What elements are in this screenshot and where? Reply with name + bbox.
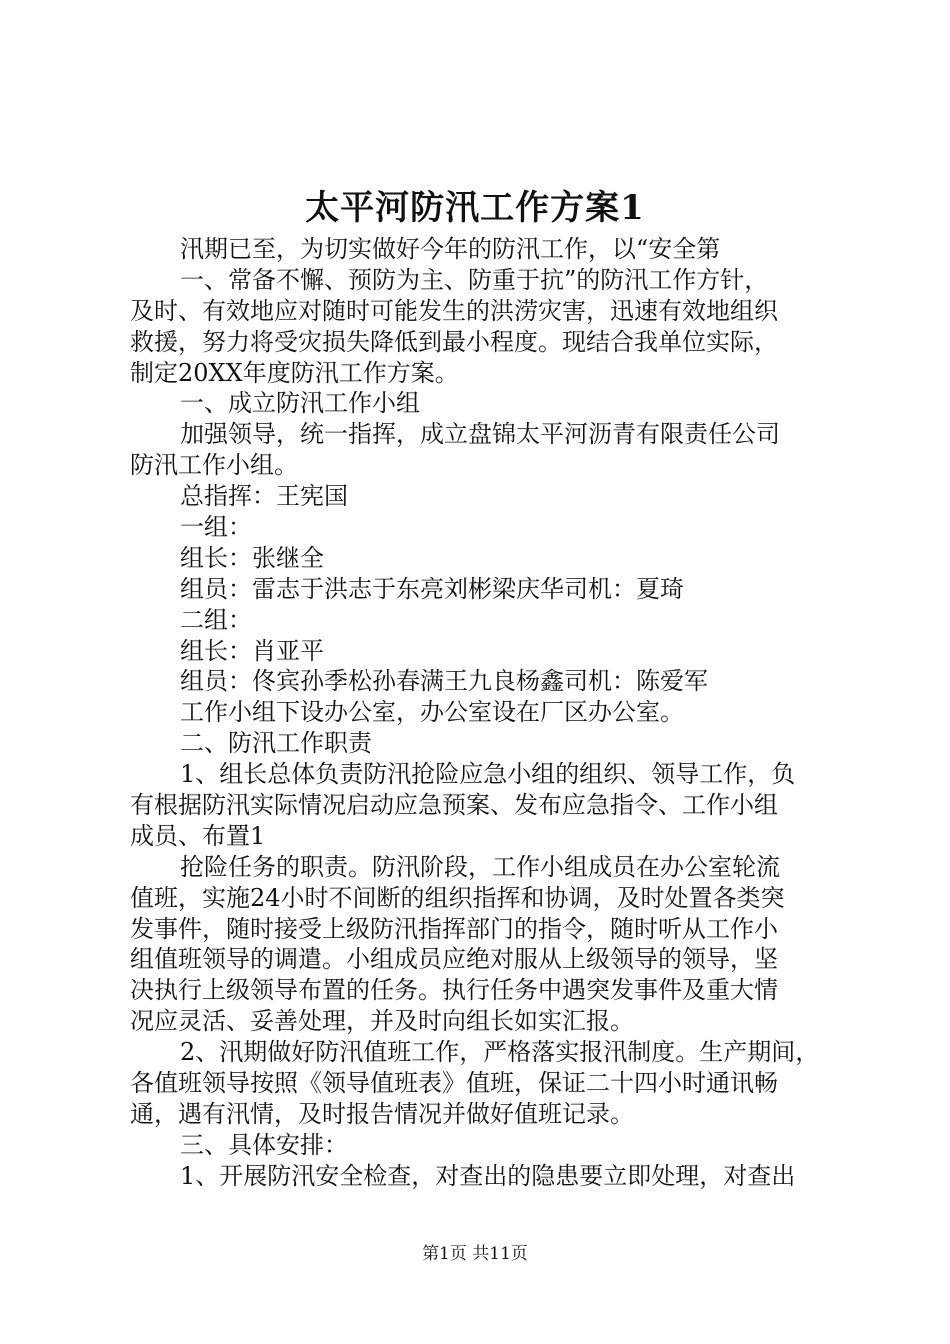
body-line: 1、组长总体负责防汛抢险应急小组的组织、领导工作，负 <box>180 760 796 789</box>
body-line: 发事件，随时接受上级防汛指挥部门的指令，随时听从工作小 <box>130 914 778 943</box>
body-line: 组员：雷志于洪志于东亮刘彬梁庆华司机：夏琦 <box>180 574 684 603</box>
body-line: 通，遇有汛情，及时报告情况并做好值班记录。 <box>130 1099 634 1128</box>
body-line: 各值班领导按照《领导值班表》值班，保证二十四小时通讯畅 <box>130 1069 778 1098</box>
body-line: 一组： <box>180 513 252 542</box>
body-line: 组值班领导的调遣。小组成员应绝对服从上级领导的领导，坚 <box>130 945 778 974</box>
body-line: 救援，努力将受灾损失降低到最小程度。现结合我单位实际， <box>130 327 778 356</box>
body-line: 二、防汛工作职责 <box>180 729 372 758</box>
body-line: 有根据防汛实际情况启动应急预案、发布应急指令、工作小组 <box>130 791 778 820</box>
body-line: 制定20XX年度防汛工作方案。 <box>130 358 459 387</box>
body-line: 防汛工作小组。 <box>130 451 298 480</box>
body-line: 1、开展防汛安全检查，对查出的隐患要立即处理，对查出 <box>180 1161 796 1190</box>
body-line: 总指挥：王宪国 <box>180 482 348 511</box>
body-line: 况应灵活、妥善处理，并及时向组长如实汇报。 <box>130 1007 634 1036</box>
body-line: 组长：张继全 <box>180 543 324 572</box>
body-line: 三、具体安排： <box>180 1130 348 1159</box>
body-line: 汛期已至，为切实做好今年的防汛工作，以“安全第 <box>180 235 721 263</box>
document-body <box>130 234 840 1192</box>
body-line: 组长：肖亚平 <box>180 636 324 665</box>
page-footer: 第1页 共11页 <box>422 1244 528 1264</box>
document-title: 太平河防汛工作方案1 <box>305 188 645 228</box>
body-line: 加强领导，统一指挥，成立盘锦太平河沥青有限责任公司 <box>180 420 780 449</box>
body-line: 值班，实施24小时不间断的组织指挥和协调，及时处置各类突 <box>130 883 785 912</box>
body-line: 一、成立防汛工作小组 <box>180 389 420 418</box>
body-line: 成员、布置1 <box>130 821 266 850</box>
body-line: 二组： <box>180 605 252 634</box>
body-line: 工作小组下设办公室，办公室设在厂区办公室。 <box>180 698 684 727</box>
body-line: 2、汛期做好防汛值班工作，严格落实报汛制度。生产期间， <box>180 1038 820 1067</box>
body-line: 决执行上级领导布置的任务。执行任务中遇突发事件及重大情 <box>130 976 778 1005</box>
body-line: 组员：佟宾孙季松孙春满王九良杨鑫司机：陈爱军 <box>180 667 708 696</box>
body-line: 一、常备不懈、预防为主、防重于抗”的防汛工作方针， <box>180 265 769 294</box>
body-line: 及时、有效地应对随时可能发生的洪涝灾害，迅速有效地组织 <box>130 296 778 325</box>
body-line: 抢险任务的职责。防汛阶段，工作小组成员在办公室轮流 <box>180 852 780 881</box>
